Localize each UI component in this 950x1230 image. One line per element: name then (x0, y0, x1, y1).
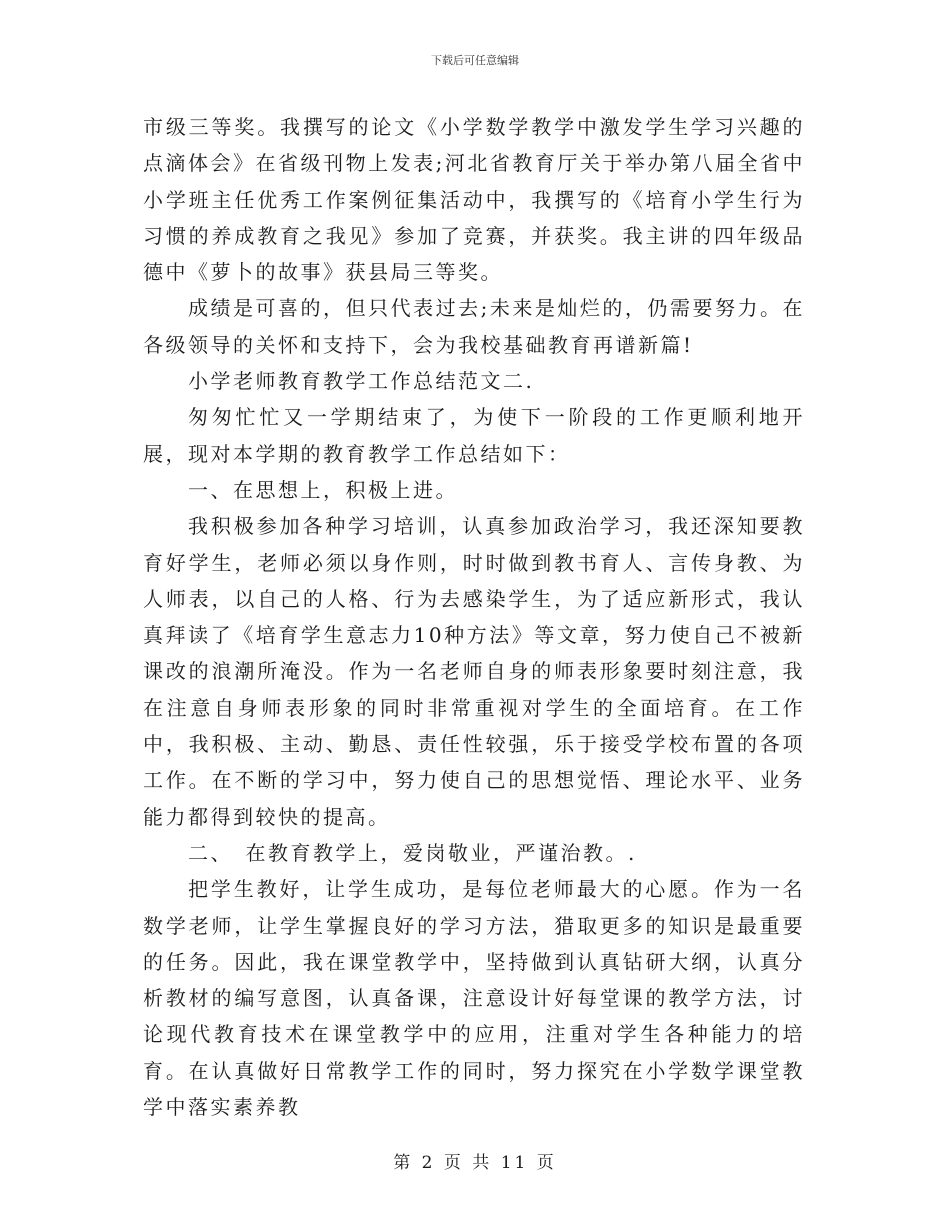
paragraph-teaching: 把学生教好，让学生成功，是每位老师最大的心愿。作为一名数学老师，让学生掌握良好的学习方法，猎取更多的知识是最重要的任务。因此，我在课堂教学中，坚持做到认真钻研大纲，认真分析教材的编写意图，认真备课，注意设计好每堂课的教学方法，讨论现代教育技术在课堂教学中的应用，注重对学生各种能力的培育。在认真做好日常教学工作的同时，努力探究在小学数学课堂教学中落实素养教 (143, 877, 805, 1120)
paragraph-achievements: 成绩是可喜的，但只代表过去;未来是灿烂的，仍需要努力。在各级领导的关怀和支持下，会为我校基础教育再谱新篇! (143, 296, 805, 357)
section-title: 小学老师教育教学工作总结范文二. (188, 369, 535, 394)
heading-teaching: 二、 在教育教学上，爱岗敬业，严谨治教。. (188, 840, 637, 865)
document-body (143, 109, 805, 1125)
page-header: 下载后可任意编辑 (431, 54, 519, 67)
heading-thought: 一、在思想上，积极上进。 (188, 477, 458, 502)
page-number-footer: 第 2 页 共 11 页 (393, 1153, 557, 1173)
paragraph-continuation: 市级三等奖。我撰写的论文《小学数学教学中激发学生学习兴趣的点滴体会》在省级刊物上发表;河北省教育厅关于举办第八届全省中小学班主任优秀工作案例征集活动中，我撰写的《培育小学生行为习惯的养成教育之我见》参加了竞赛，并获奖。我主讲的四年级品德中《萝卜的故事》获县局三等奖。 (143, 115, 805, 285)
paragraph-intro: 匆匆忙忙又一学期结束了，为使下一阶段的工作更顺利地开展，现对本学期的教育教学工作总结如下： (143, 405, 805, 466)
paragraph-thought: 我积极参加各种学习培训，认真参加政治学习，我还深知要教育好学生，老师必须以身作则，时时做到教书育人、言传身教、为人师表，以自己的人格、行为去感染学生，为了适应新形式，我认真拜读了《培育学生意志力10种方法》等文章，努力使自己不被新课改的浪潮所淹没。作为一名老师自身的师表形象要时刻注意，我在注意自身师表形象的同时非常重视对学生的全面培育。在工作中，我积极、主动、勤恳、责任性较强，乐于接受学校布置的各项工作。在不断的学习中，努力使自己的思想觉悟、理论水平、业务能力都得到较快的提高。 (143, 514, 805, 829)
